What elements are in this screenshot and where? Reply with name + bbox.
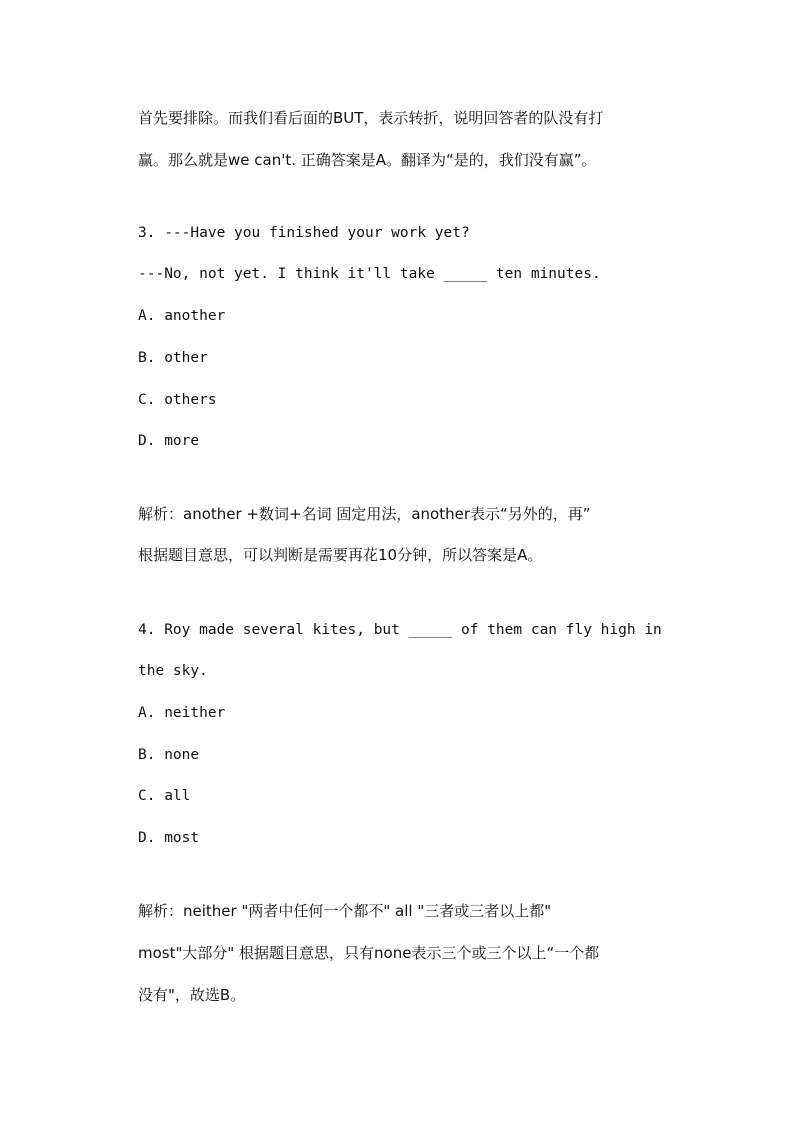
q3-analysis-line-1: 解析：another +数词+名词 固定用法，another表示“另外的，再” [138,505,591,523]
intro-line-2: 赢。那么就是we can't. 正确答案是A。翻译为“是的，我们没有赢”。 [138,151,597,169]
q3-analysis-line-2: 根据题目意思，可以判断是需要再花10分钟，所以答案是A。 [138,546,543,564]
q4-stem-line-1: 4. Roy made several kites, but _____ of them can fly high in [138,622,662,638]
q3-option-d: D. more [138,433,200,449]
q4-option-d: D. most [138,830,200,846]
q3-stem-line-2: ---No, not yet. I think it'll take _____ ten minutes. [138,266,601,282]
q4-option-b: B. none [138,747,200,763]
q4-analysis-line-3: 没有"，故选B。 [138,986,246,1004]
q3-option-b: B. other [138,350,208,366]
q4-option-c: C. all [138,788,191,804]
intro-line-1: 首先要排除。而我们看后面的BUT，表示转折，说明回答者的队没有打 [138,109,604,127]
q3-stem-line-1: 3. ---Have you finished your work yet? [138,225,470,241]
q4-stem-line-2: the sky. [138,663,208,679]
q4-option-a: A. neither [138,705,226,721]
q3-option-a: A. another [138,308,226,324]
q4-analysis-line-1: 解析：neither "两者中任何一个都不" all "三者或三者以上都" [138,902,552,920]
q4-analysis-line-2: most"大部分" 根据题目意思，只有none表示三个或三个以上“一个都 [138,944,600,962]
q3-option-c: C. others [138,392,217,408]
